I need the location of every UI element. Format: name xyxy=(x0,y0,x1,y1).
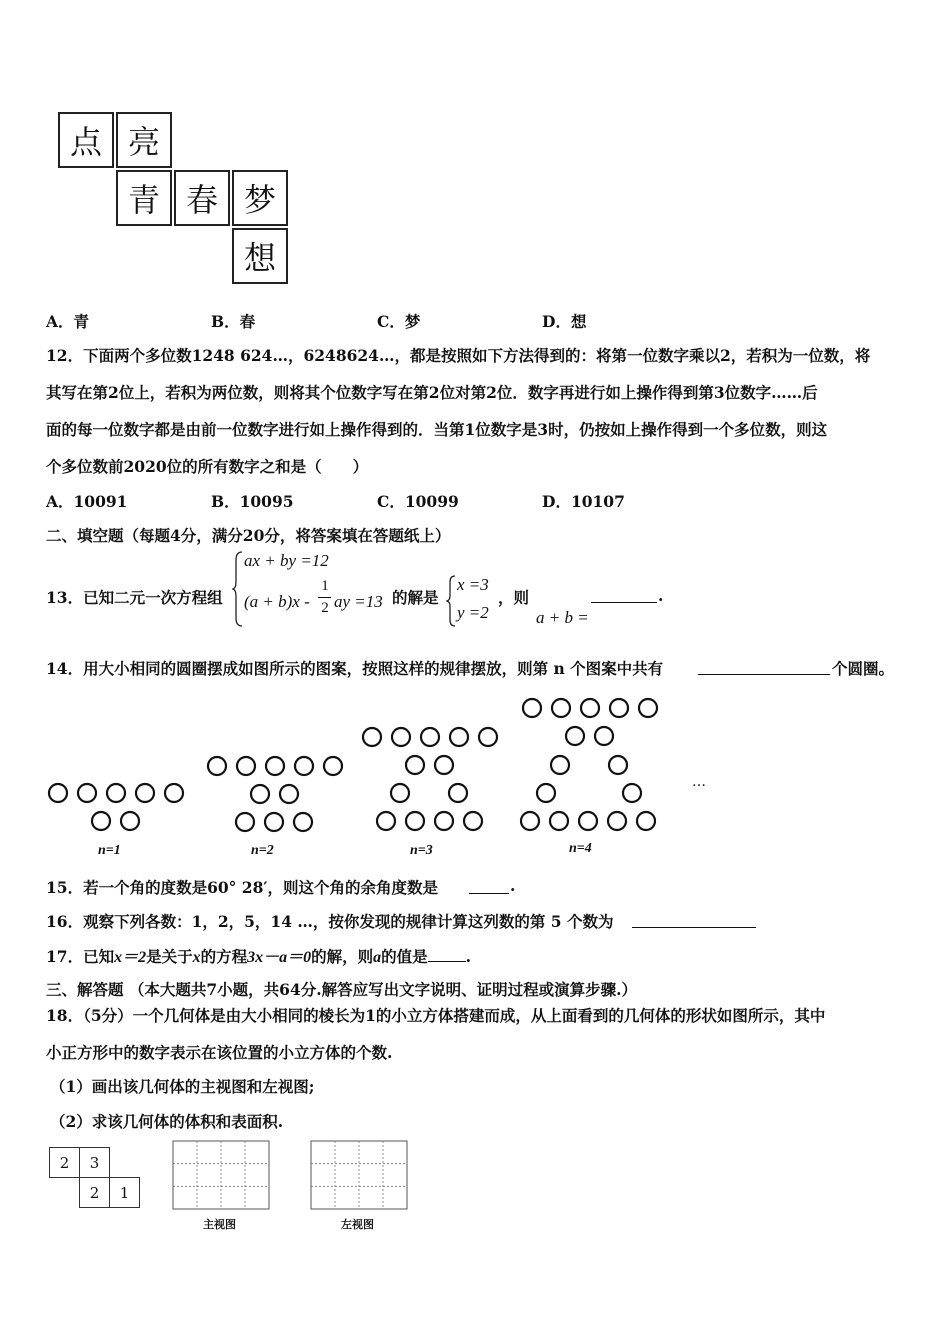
net-cell-4: 春 xyxy=(174,170,230,226)
q11-option-a: A．青 xyxy=(46,312,90,331)
q13-solution-brace xyxy=(446,574,456,628)
q18-sub-2: （2）求该几何体的体积和表面积. xyxy=(50,1112,284,1131)
q14-ellipsis: … xyxy=(692,774,706,790)
top-view-cell: 1 xyxy=(109,1177,140,1208)
q12-line-1: 12．下面两个多位数1248 624…，6248624…，都是按照如下方法得到的：将第一位数字乘以2，若积为一位数，将 xyxy=(46,346,871,365)
q12-option-d: D．10107 xyxy=(542,492,625,511)
label-n2: n=2 xyxy=(251,843,274,858)
main-view-caption: 主视图 xyxy=(203,1218,236,1231)
q14-text-a: 14．用大小相同的圆圈摆成如图所示的图案，按照这样的规律摆放，则第 n 个图案中共有 xyxy=(46,659,664,678)
q13-sol1: x =3 xyxy=(457,575,489,594)
q16-answer-blank[interactable] xyxy=(632,927,756,928)
top-view-cell: 2 xyxy=(79,1177,110,1208)
q12-line-3: 面的每一位数字都是由前一位数字进行如上操作得到的．当第1位数字是3时，仍按如上操作得到一个多位数，则这 xyxy=(46,420,828,439)
q17-x: x xyxy=(192,949,201,966)
q11-option-d: D．想 xyxy=(542,312,587,331)
q13-end: . xyxy=(658,586,664,605)
q17-text-b: 是关于 xyxy=(146,947,193,966)
q13-expr: a + b = xyxy=(536,608,589,627)
label-n4: n=4 xyxy=(569,841,592,856)
q17-text-a: 17．已知 xyxy=(46,947,115,966)
q12-line-2: 其写在第2位上，若积为两位数，则将其个位数字写在第2位对第2位．数字再进行如上操作得到第3位数字……后 xyxy=(46,383,818,402)
q16-text: 16．观察下列各数：1，2，5，14 …，按你发现的规律计算这列数的第 5 个数为 xyxy=(46,912,614,931)
net-cell-3: 青 xyxy=(116,170,172,226)
net-cell-1: 点 xyxy=(58,112,114,168)
q13-mid: 的解是 xyxy=(392,588,439,607)
section2-heading: 二、填空题（每题4分，满分20分，将答案填在答题纸上） xyxy=(46,526,451,545)
section3-heading: 三、解答题 （本大题共7小题，共64分.解答应写出文字说明、证明过程或演算步骤.） xyxy=(46,980,638,999)
q13-frac-num: 1 xyxy=(321,578,329,594)
q11-option-c: C．梦 xyxy=(377,312,421,331)
q13-left-brace xyxy=(232,550,244,628)
net-cell-2: 亮 xyxy=(116,112,172,168)
q13-answer-blank[interactable] xyxy=(591,602,657,603)
left-view-grid[interactable] xyxy=(310,1140,408,1210)
q13-frac-den: 2 xyxy=(321,600,329,616)
q15-text-a: 15．若一个角的度数是60° 28′，则这个角的余角度数是 xyxy=(46,878,438,897)
q17-text-e: 的值是 xyxy=(381,947,428,966)
q12-option-b: B．10095 xyxy=(211,492,294,511)
q12-line-4: 个多位数前2020位的所有数字之和是（ ） xyxy=(46,457,369,476)
q15-text-b: . xyxy=(510,876,516,895)
label-n3: n=3 xyxy=(410,843,433,858)
net-cell-5: 梦 xyxy=(232,170,288,226)
q15-answer-blank[interactable] xyxy=(469,893,509,894)
q18-line-2: 小正方形中的数字表示在该位置的小立方体的个数. xyxy=(46,1043,393,1062)
pattern-n1 xyxy=(49,784,183,830)
q14-text-b: 个圆圈。 xyxy=(832,659,895,678)
circle-patterns xyxy=(40,690,680,840)
q17-eq: 3x－a＝0 xyxy=(247,949,312,966)
q14-answer-blank[interactable] xyxy=(698,674,830,675)
left-view-caption: 左视图 xyxy=(341,1218,374,1231)
q13-prefix: 13．已知二元一次方程组 xyxy=(46,588,223,607)
q12-option-a: A．10091 xyxy=(46,492,128,511)
label-n1: n=1 xyxy=(98,843,121,858)
q13-then: ，则 xyxy=(498,588,530,607)
q17-a: a xyxy=(373,949,382,966)
q17-text-d: 的解，则 xyxy=(311,947,374,966)
q17-answer-blank[interactable] xyxy=(428,947,466,962)
q18-sub-1: （1）画出该几何体的主视图和左视图; xyxy=(50,1077,315,1096)
q18-line-1: 18．（5分）一个几何体是由大小相同的棱长为1的小立方体搭建而成，从上面看到的几何体的形状如图所示，其中 xyxy=(46,1006,826,1025)
q17-x2: x＝2 xyxy=(114,949,147,966)
q13-eq1: ax + by =12 xyxy=(244,551,329,570)
q17-line xyxy=(46,944,471,967)
q12-option-c: C．10099 xyxy=(377,492,459,511)
q13-eq2-a: (a + b)x - xyxy=(244,592,310,611)
main-view-grid[interactable] xyxy=(172,1140,270,1210)
q17-text-f: . xyxy=(465,947,472,966)
top-view-cell: 3 xyxy=(79,1147,110,1178)
q13-eq2-b: ay =13 xyxy=(334,592,383,611)
net-cell-6: 想 xyxy=(232,228,288,284)
pattern-n2 xyxy=(208,757,342,831)
q17-text-c: 的方程 xyxy=(200,947,248,966)
q11-option-b: B．春 xyxy=(211,312,256,331)
top-view-cell: 2 xyxy=(49,1147,80,1178)
pattern-n4 xyxy=(521,699,657,830)
pattern-n3 xyxy=(363,728,497,830)
q13-frac-bar xyxy=(318,597,331,598)
q13-sol2: y =2 xyxy=(457,603,489,622)
